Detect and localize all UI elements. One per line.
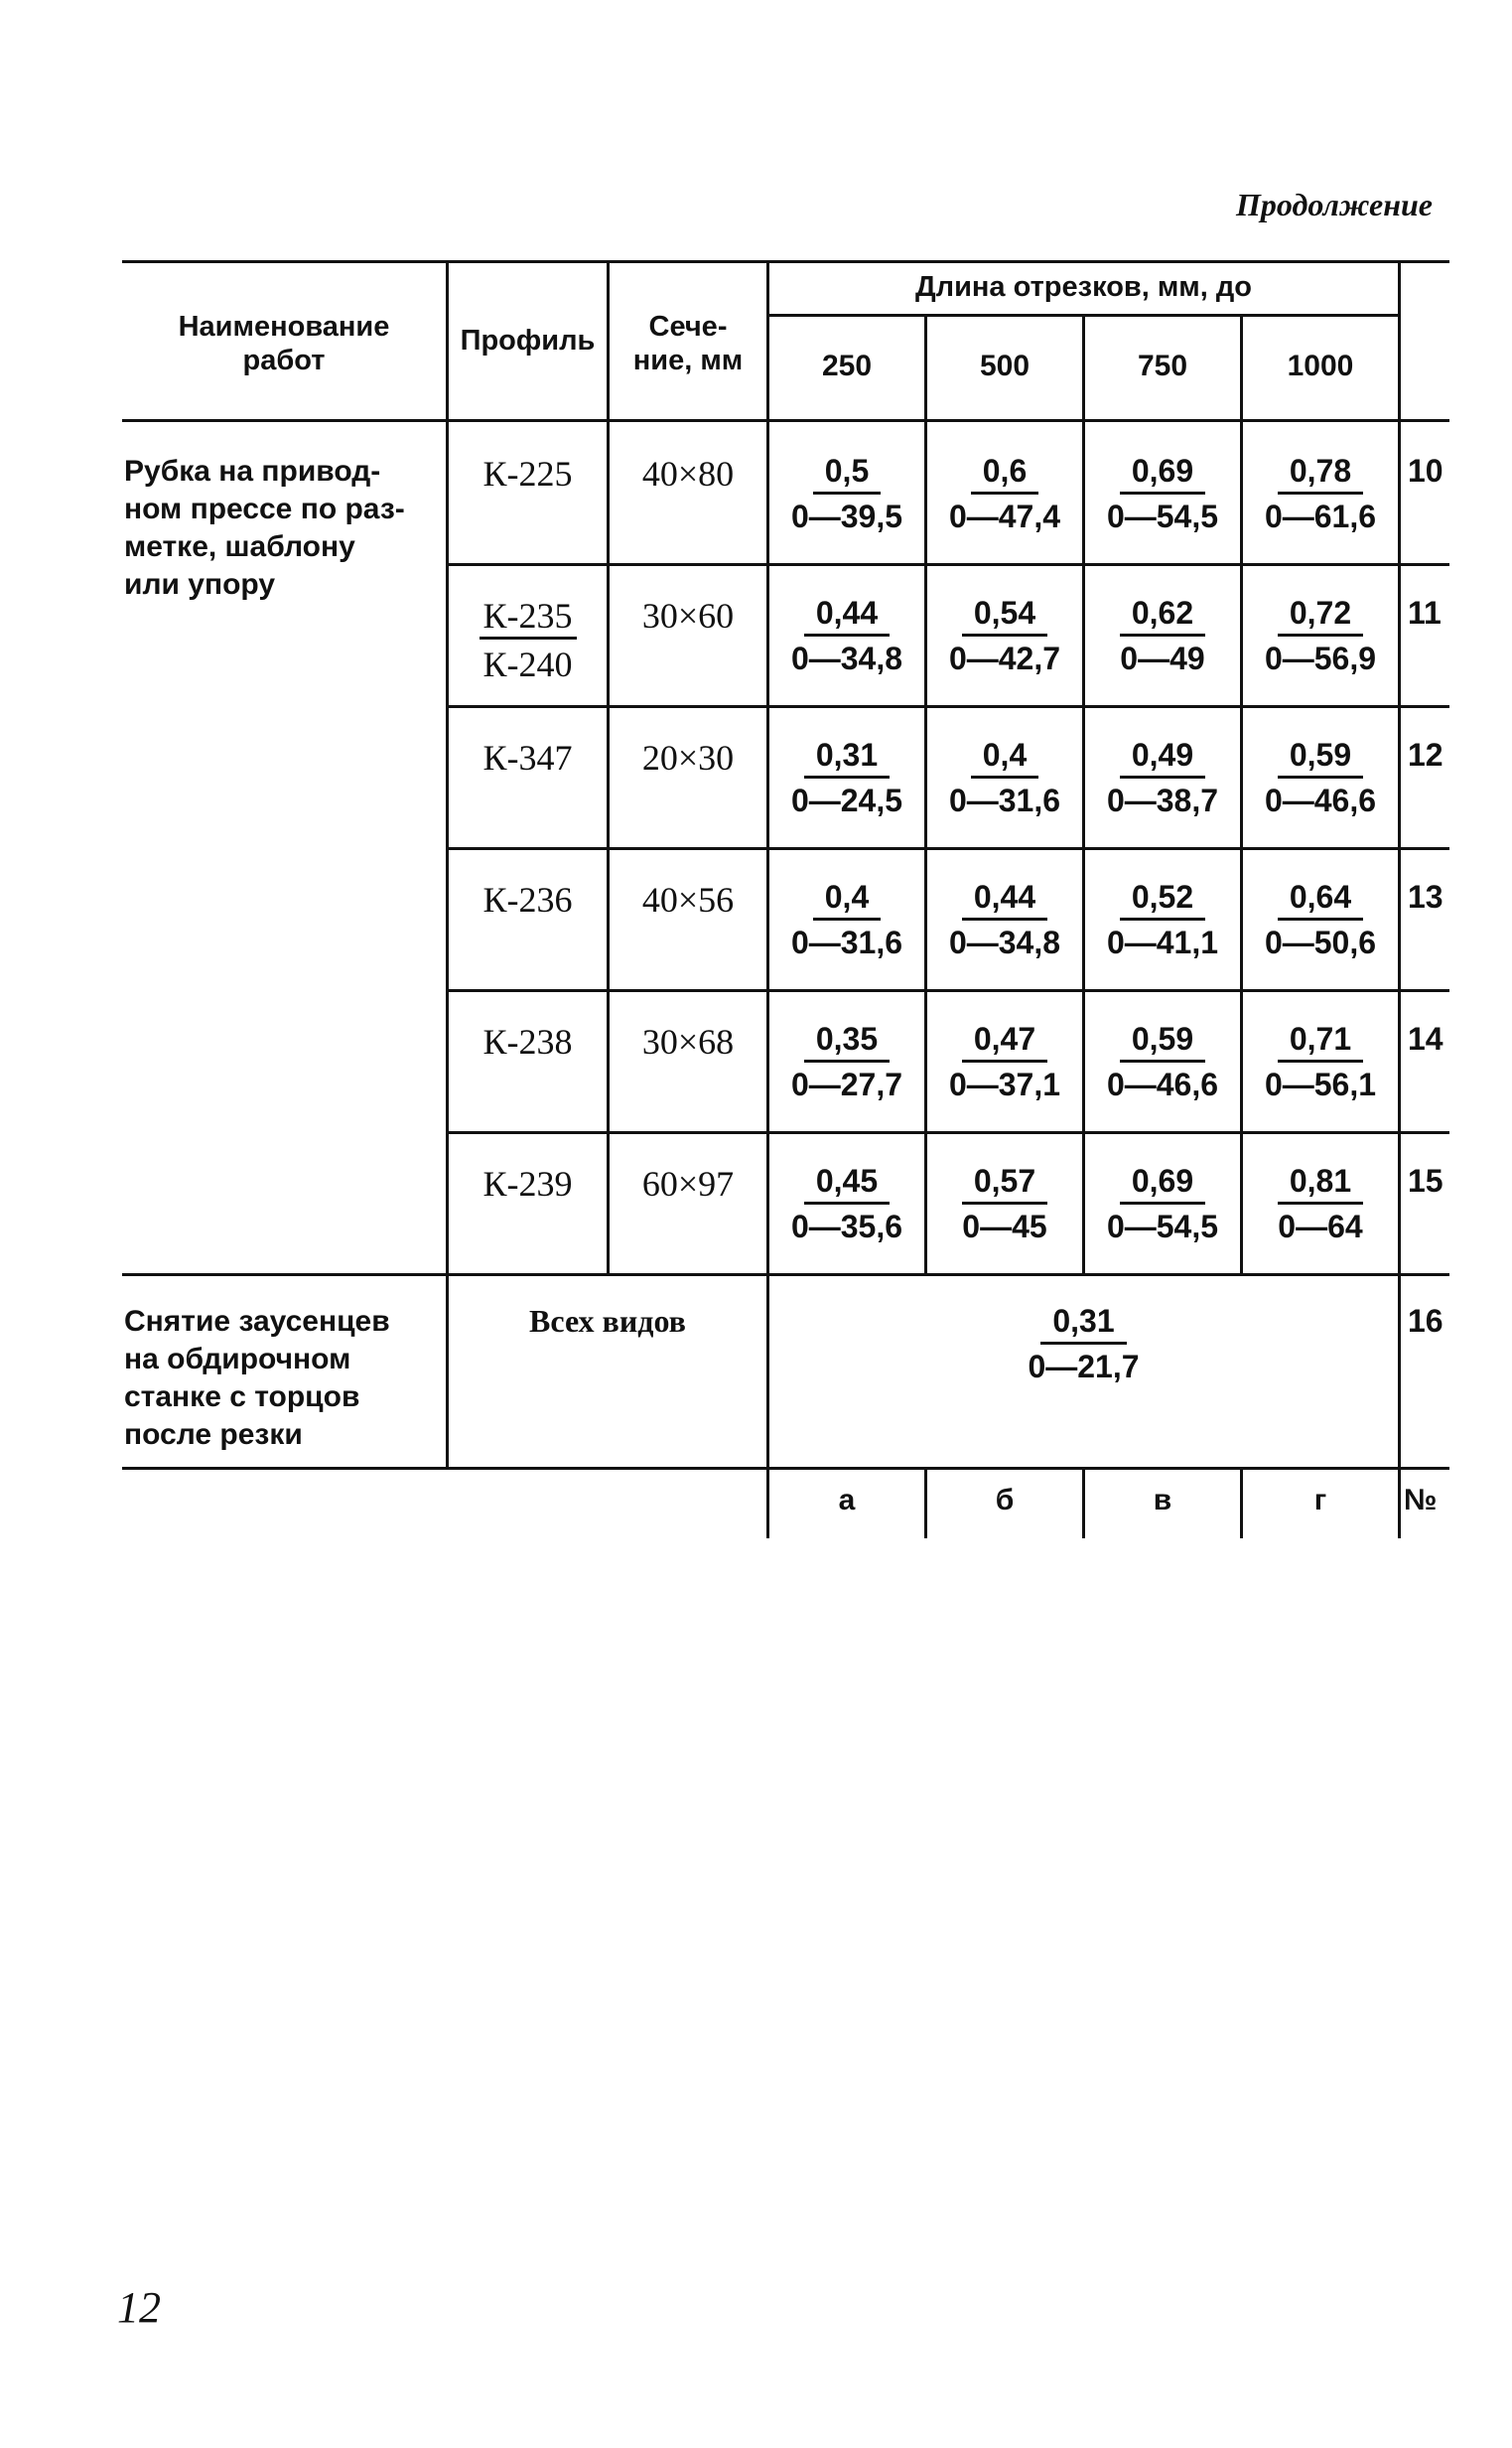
fraction-numerator: 0,31 xyxy=(1040,1303,1126,1345)
fraction-denominator: 0—31,6 xyxy=(948,783,1061,818)
work-name-line: Рубка на привод- xyxy=(124,455,381,488)
profile-top: К-235 xyxy=(480,595,577,640)
fraction-numerator: 0,69 xyxy=(1120,453,1205,495)
row-number: 12 xyxy=(1408,737,1443,773)
fraction-denominator: 0—54,5 xyxy=(1106,1209,1219,1244)
section-cell: 40×80 xyxy=(641,454,735,494)
continuation-label: Продолжение xyxy=(1236,187,1433,222)
fraction-denominator: 0—56,1 xyxy=(1264,1067,1377,1102)
fraction-denominator: 0—39,5 xyxy=(790,499,903,534)
time-norm-cell xyxy=(927,1163,1082,1245)
group2-work-name xyxy=(124,1303,442,1454)
row-rule-3 xyxy=(449,847,1449,850)
profile-cell: К-347 xyxy=(482,738,573,778)
group2-profile: Всех видов xyxy=(529,1303,686,1339)
time-norm-cell xyxy=(769,737,924,819)
work-name-line: или упору xyxy=(124,568,276,601)
fraction-denominator: 0—42,7 xyxy=(948,641,1061,676)
work-name-line: метке, шаблону xyxy=(124,530,355,563)
footer-letter-g: г xyxy=(1313,1484,1327,1516)
time-norm-cell xyxy=(769,453,924,535)
time-norm-cell xyxy=(1243,737,1398,819)
header-length-750: 750 xyxy=(1137,350,1188,382)
row-number: 11 xyxy=(1408,595,1442,631)
header-bottom-rule xyxy=(122,419,1449,422)
fraction-numerator: 0,64 xyxy=(1278,879,1363,921)
header-length-250: 250 xyxy=(821,350,873,382)
header-section-line: Сече- xyxy=(648,311,728,343)
header-section-line: ние, мм xyxy=(632,345,744,376)
group1-bottom-rule xyxy=(122,1273,1449,1276)
fraction-denominator: 0—50,6 xyxy=(1264,925,1377,960)
time-norm-cell xyxy=(769,879,924,961)
time-norm-cell xyxy=(927,453,1082,535)
work-name-line: станке с торцов xyxy=(124,1380,360,1413)
row-rule-5 xyxy=(449,1131,1449,1134)
row-number: 14 xyxy=(1408,1021,1443,1057)
work-name-line: на обдирочном xyxy=(124,1343,351,1375)
row-rule-1 xyxy=(449,563,1449,566)
work-name-line: после резки xyxy=(124,1418,303,1451)
time-norm-cell xyxy=(927,1021,1082,1103)
time-norm-cell xyxy=(1085,595,1240,677)
fraction-denominator: 0—24,5 xyxy=(790,783,903,818)
fraction-numerator: 0,47 xyxy=(962,1021,1047,1063)
fraction-denominator: 0—45 xyxy=(962,1209,1047,1244)
time-norm-cell xyxy=(1243,1021,1398,1103)
col-rule-1000 xyxy=(1398,261,1401,1468)
fraction-numerator: 0,4 xyxy=(971,737,1038,779)
fraction-denominator: 0—54,5 xyxy=(1106,499,1219,534)
time-norm-cell xyxy=(1243,879,1398,961)
row-number: 10 xyxy=(1408,453,1443,489)
table-top-rule xyxy=(122,260,1449,263)
time-norm-cell xyxy=(769,1163,924,1245)
fraction-denominator: 0—46,6 xyxy=(1264,783,1377,818)
fraction-numerator: 0,78 xyxy=(1278,453,1363,495)
fraction-numerator: 0,6 xyxy=(971,453,1038,495)
fraction-numerator: 0,44 xyxy=(962,879,1047,921)
section-cell: 20×30 xyxy=(641,738,735,778)
fraction-denominator: 0—21,7 xyxy=(1028,1349,1140,1384)
time-norm-cell xyxy=(1085,1163,1240,1245)
profile-bottom: К-240 xyxy=(482,645,573,684)
profile-cell: К-239 xyxy=(482,1164,573,1204)
time-norm-cell xyxy=(1243,453,1398,535)
work-name-line: Снятие заусенцев xyxy=(124,1305,390,1338)
header-length-group: Длина отрезков, мм, до xyxy=(915,271,1252,303)
fraction-denominator: 0—49 xyxy=(1120,641,1205,676)
fraction-numerator: 0,45 xyxy=(804,1163,890,1205)
footer-num-sign: № xyxy=(1404,1484,1438,1516)
group2-value xyxy=(769,1303,1398,1385)
fraction-numerator: 0,62 xyxy=(1120,595,1205,637)
header-length-500: 500 xyxy=(979,350,1031,382)
section-cell: 30×68 xyxy=(641,1022,735,1062)
time-norm-cell xyxy=(1243,595,1398,677)
fraction-denominator: 0—38,7 xyxy=(1106,783,1219,818)
row-number: 13 xyxy=(1408,879,1443,915)
time-norm-cell xyxy=(1085,737,1240,819)
row-number: 15 xyxy=(1408,1163,1443,1199)
row-rule-4 xyxy=(449,989,1449,992)
fraction-numerator: 0,72 xyxy=(1278,595,1363,637)
time-norm-cell xyxy=(769,595,924,677)
footer-letter-b: б xyxy=(995,1484,1015,1516)
header-work-name-line: Наименование xyxy=(178,311,390,343)
header-profile: Профиль xyxy=(460,325,596,357)
header-length-1000: 1000 xyxy=(1287,350,1354,382)
fraction-numerator: 0,44 xyxy=(804,595,890,637)
fraction-denominator: 0—41,1 xyxy=(1106,925,1219,960)
header-work-name-line: работ xyxy=(242,345,326,376)
fraction-denominator: 0—27,7 xyxy=(790,1067,903,1102)
page-number: 12 xyxy=(117,2283,161,2332)
time-norm-cell xyxy=(927,737,1082,819)
header-section xyxy=(610,310,766,377)
row-number: 16 xyxy=(1408,1303,1443,1339)
fraction-denominator: 0—47,4 xyxy=(948,499,1061,534)
fraction-denominator: 0—34,8 xyxy=(790,641,903,676)
fraction-denominator: 0—35,6 xyxy=(790,1209,903,1244)
fraction-denominator: 0—61,6 xyxy=(1264,499,1377,534)
time-norm-cell xyxy=(927,879,1082,961)
fraction-numerator: 0,69 xyxy=(1120,1163,1205,1205)
fraction-numerator: 0,52 xyxy=(1120,879,1205,921)
fraction-numerator: 0,4 xyxy=(813,879,881,921)
section-cell: 30×60 xyxy=(641,596,735,636)
time-norm-cell xyxy=(1085,879,1240,961)
row-rule-2 xyxy=(449,705,1449,708)
time-norm-cell xyxy=(927,595,1082,677)
fraction-numerator: 0,49 xyxy=(1120,737,1205,779)
fraction-numerator: 0,71 xyxy=(1278,1021,1363,1063)
profile-cell: К-238 xyxy=(482,1022,573,1062)
fraction-numerator: 0,54 xyxy=(962,595,1047,637)
header-work-name xyxy=(122,310,446,377)
fraction-numerator: 0,59 xyxy=(1120,1021,1205,1063)
fraction-numerator: 0,31 xyxy=(804,737,890,779)
fraction-numerator: 0,35 xyxy=(804,1021,890,1063)
footer-letter-a: а xyxy=(838,1484,856,1516)
table-bottom-rule xyxy=(122,1467,1449,1470)
time-norm-cell xyxy=(1243,1163,1398,1245)
group1-work-name xyxy=(124,453,442,604)
fraction-numerator: 0,59 xyxy=(1278,737,1363,779)
fraction-denominator: 0—34,8 xyxy=(948,925,1061,960)
fraction-denominator: 0—46,6 xyxy=(1106,1067,1219,1102)
work-name-line: ном прессе по раз- xyxy=(124,493,405,525)
footer-rule-5 xyxy=(1398,1469,1401,1538)
col-rule-work xyxy=(446,261,449,1468)
profile-cell: К-225 xyxy=(482,454,573,494)
fraction-numerator: 0,5 xyxy=(813,453,881,495)
fraction-denominator: 0—31,6 xyxy=(790,925,903,960)
fraction-denominator: 0—37,1 xyxy=(948,1067,1061,1102)
col-rule-section xyxy=(766,261,769,1468)
fraction-denominator: 0—56,9 xyxy=(1264,641,1377,676)
section-cell: 40×56 xyxy=(641,880,735,920)
profile-cell: К-236 xyxy=(482,880,573,920)
fraction-denominator: 0—64 xyxy=(1278,1209,1363,1244)
fraction-numerator: 0,81 xyxy=(1278,1163,1363,1205)
fraction-numerator: 0,57 xyxy=(962,1163,1047,1205)
time-norm-cell xyxy=(1085,1021,1240,1103)
time-norm-cell xyxy=(769,1021,924,1103)
section-cell: 60×97 xyxy=(641,1164,735,1204)
footer-letter-v: в xyxy=(1153,1484,1172,1516)
profile-cell xyxy=(449,595,607,685)
time-norm-cell xyxy=(1085,453,1240,535)
